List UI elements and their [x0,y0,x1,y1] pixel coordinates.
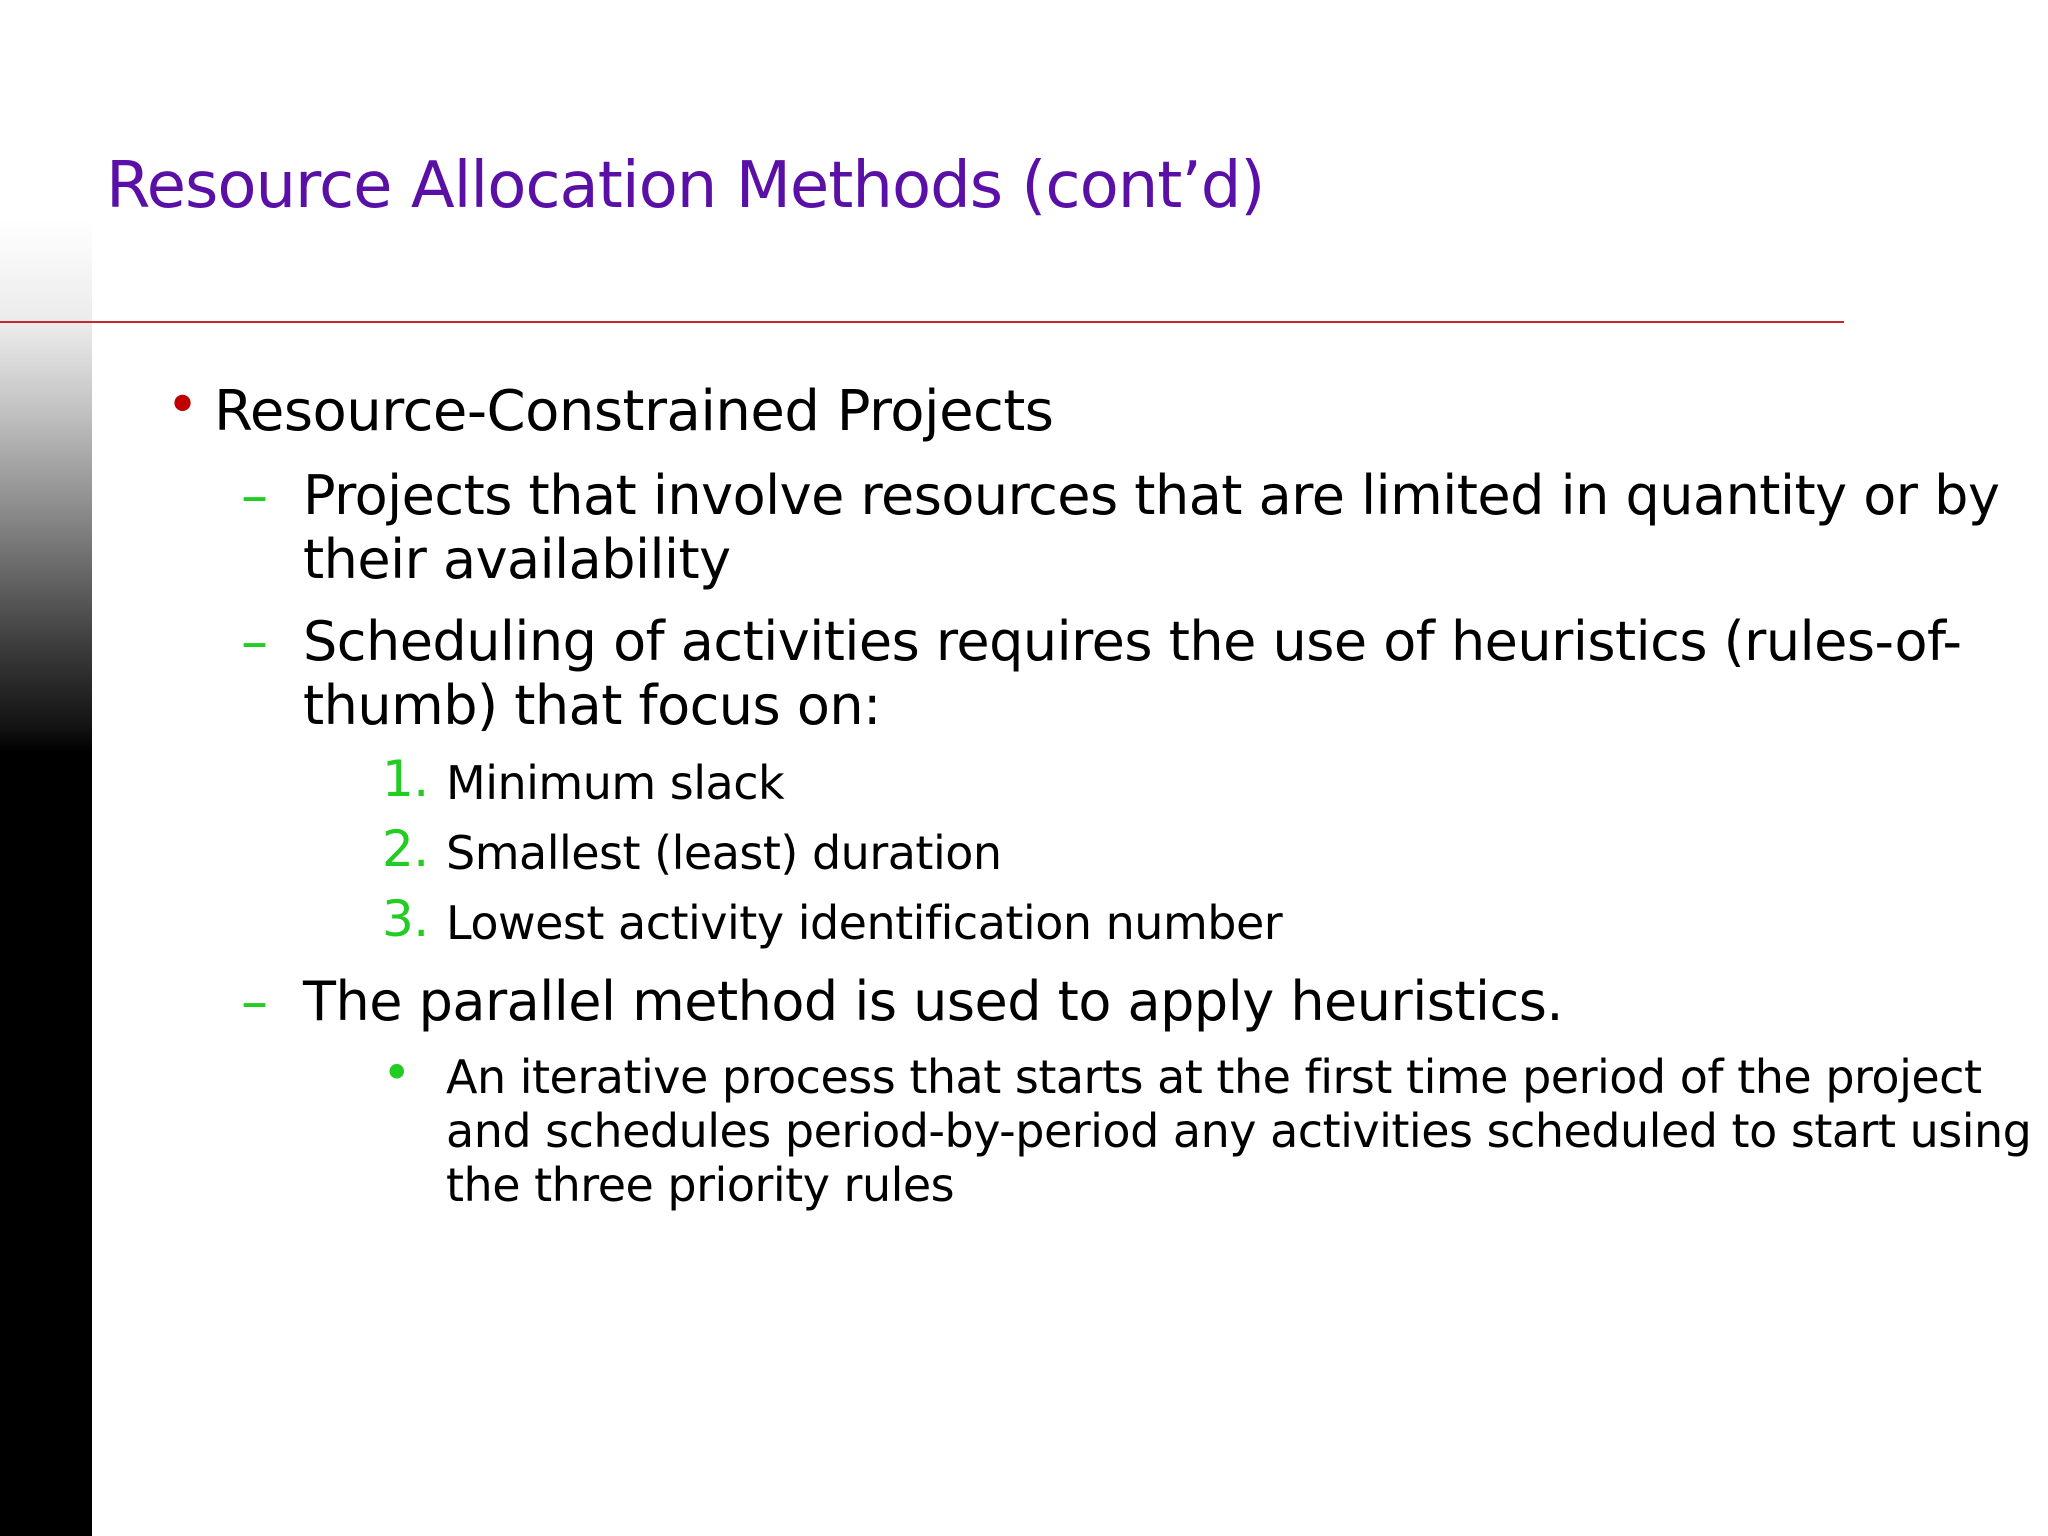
bullet-marker: • [166,373,199,438]
sub-bullet-item [241,970,2003,1034]
sub-bullet-text: Scheduling of activities requires the use of heuristics (rules-of-thumb) that focus on: [303,610,1962,737]
bullet-item [166,373,2014,444]
dot-marker: • [382,1044,411,1102]
number-marker: 3. [382,890,429,948]
sub-bullet-item [241,610,2013,738]
sub-sub-bullet-item [382,1044,2036,1212]
bullet-text: Resource-Constrained Projects [214,379,1054,444]
number-marker: 1. [382,750,429,808]
sub-sub-bullet-text: An iterative process that starts at the first time period of the project and schedules period-by-period any activities scheduled to start using the three priority rules [446,1050,2032,1212]
dash-marker: – [241,970,268,1033]
sub-bullet-text: Projects that involve resources that are limited in quantity or by their availability [303,464,2000,591]
numbered-item [382,820,1946,880]
slide-title: Resource Allocation Methods (cont’d) [106,149,1265,223]
numbered-text: Lowest activity identification number [446,896,1283,950]
dash-marker: – [241,464,268,527]
sub-bullet-text: The parallel method is used to apply heuristics. [303,970,1564,1033]
numbered-text: Smallest (least) duration [446,826,1002,880]
number-marker: 2. [382,820,429,878]
numbered-text: Minimum slack [446,756,785,810]
sub-bullet-item [241,464,2023,592]
numbered-item [382,750,1946,810]
numbered-item [382,890,1946,950]
dash-marker: – [241,610,268,673]
